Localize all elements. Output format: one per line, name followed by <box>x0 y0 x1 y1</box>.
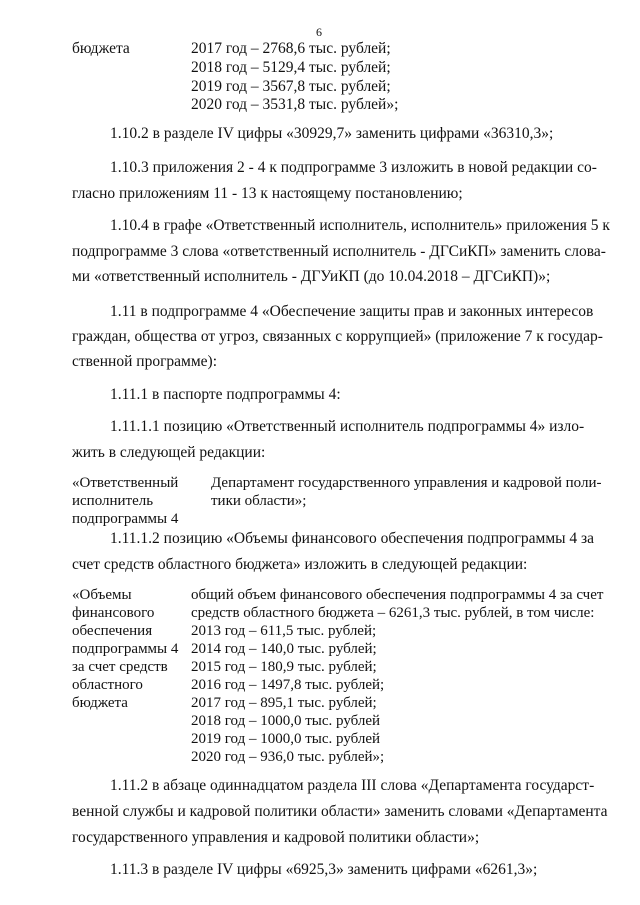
table2-left-cell: бюджета <box>72 695 128 711</box>
paragraph-1-11-1-2-line: счет средств областного бюджета» изложить в следующей редакции: <box>72 556 528 573</box>
table2-right-cell: 2019 год – 1000,0 тыс. рублей <box>191 731 381 747</box>
table2-right-cell: общий объем финансового обеспечения подпрограммы 4 за счет <box>191 587 604 603</box>
table2-right-cell: 2017 год – 895,1 тыс. рублей; <box>191 695 377 711</box>
table2-right-cell: 2016 год – 1497,8 тыс. рублей; <box>191 677 385 693</box>
paragraph-1-11-1: 1.11.1 в паспорте подпрограммы 4: <box>110 386 341 403</box>
table2-left-cell: областного <box>72 677 143 693</box>
budget-year-line: 2019 год – 3567,8 тыс. рублей; <box>191 78 391 95</box>
table2-right-cell: 2020 год – 936,0 тыс. рублей»; <box>191 749 385 765</box>
table2-right-cell: 2014 год – 140,0 тыс. рублей; <box>191 641 377 657</box>
paragraph-1-11-line: граждан, общества от угроз, связанных с коррупцией» (приложение 7 к государ- <box>72 328 603 345</box>
budget-year-line: 2020 год – 3531,8 тыс. рублей»; <box>191 96 399 113</box>
paragraph-1-11-3: 1.11.3 в разделе IV цифры «6925,3» заменить цифрами «6261,3»; <box>110 861 538 878</box>
budget-label: бюджета <box>72 40 130 57</box>
paragraph-1-11-line: ственной программе): <box>72 353 218 370</box>
table2-left-cell: подпрограммы 4 <box>72 641 179 657</box>
table1-left-cell: подпрограммы 4 <box>72 511 179 527</box>
paragraph-1-10-2: 1.10.2 в разделе IV цифры «30929,7» заменить цифрами «36310,3»; <box>110 125 554 142</box>
paragraph-1-11-1-1-line: жить в следующей редакции: <box>72 444 266 461</box>
paragraph-1-11-1-2-line: 1.11.1.2 позицию «Объемы финансового обеспечения подпрограммы 4 за <box>110 530 595 547</box>
paragraph-1-10-3-line: 1.10.3 приложения 2 - 4 к подпрограмме 3 изложить в новой редакции со- <box>110 159 597 176</box>
paragraph-1-10-4-line: 1.10.4 в графе «Ответственный исполнитель, исполнитель» приложения 5 к <box>110 217 610 234</box>
budget-year-line: 2018 год – 5129,4 тыс. рублей; <box>191 59 391 76</box>
table2-left-cell: за счет средств <box>72 659 168 675</box>
table2-right-cell: 2018 год – 1000,0 тыс. рублей <box>191 713 381 729</box>
paragraph-1-11-2-line: венной службы и кадровой политики области» заменить словами «Департамента <box>72 803 608 820</box>
table1-right-cell: тики области»; <box>211 493 307 509</box>
page-number: 6 <box>316 25 322 39</box>
paragraph-1-10-4-line: подпрограмме 3 слова «ответственный исполнитель - ДГСиКП» заменить слова- <box>72 243 606 260</box>
table2-left-cell: обеспечения <box>72 623 153 639</box>
paragraph-1-10-3-line: гласно приложениям 11 - 13 к настоящему постановлению; <box>72 185 463 202</box>
table2-right-cell: средств областного бюджета – 6261,3 тыс. рублей, в том числе: <box>191 605 595 621</box>
paragraph-1-11-1-1-line: 1.11.1.1 позицию «Ответственный исполнитель подпрограммы 4» изло- <box>110 418 585 435</box>
budget-year-line: 2017 год – 2768,6 тыс. рублей; <box>191 40 391 57</box>
paragraph-1-11-2-line: государственного управления и кадровой политики области»; <box>72 829 480 846</box>
paragraph-1-11-line: 1.11 в подпрограмме 4 «Обеспечение защиты прав и законных интересов <box>110 303 594 320</box>
table1-left-cell: «Ответственный <box>72 475 179 491</box>
table2-right-cell: 2013 год – 611,5 тыс. рублей; <box>191 623 377 639</box>
table2-left-cell: финансового <box>72 605 155 621</box>
table2-right-cell: 2015 год – 180,9 тыс. рублей; <box>191 659 377 675</box>
table2-left-cell: «Объемы <box>72 587 132 603</box>
paragraph-1-10-4-line: ми «ответственный исполнитель - ДГУиКП (до 10.04.2018 – ДГСиКП)»; <box>72 268 551 285</box>
table1-left-cell: исполнитель <box>72 493 154 509</box>
table1-right-cell: Департамент государственного управления и кадровой поли- <box>211 475 602 491</box>
paragraph-1-11-2-line: 1.11.2 в абзаце одиннадцатом раздела III слова «Департамента государст- <box>110 777 595 794</box>
